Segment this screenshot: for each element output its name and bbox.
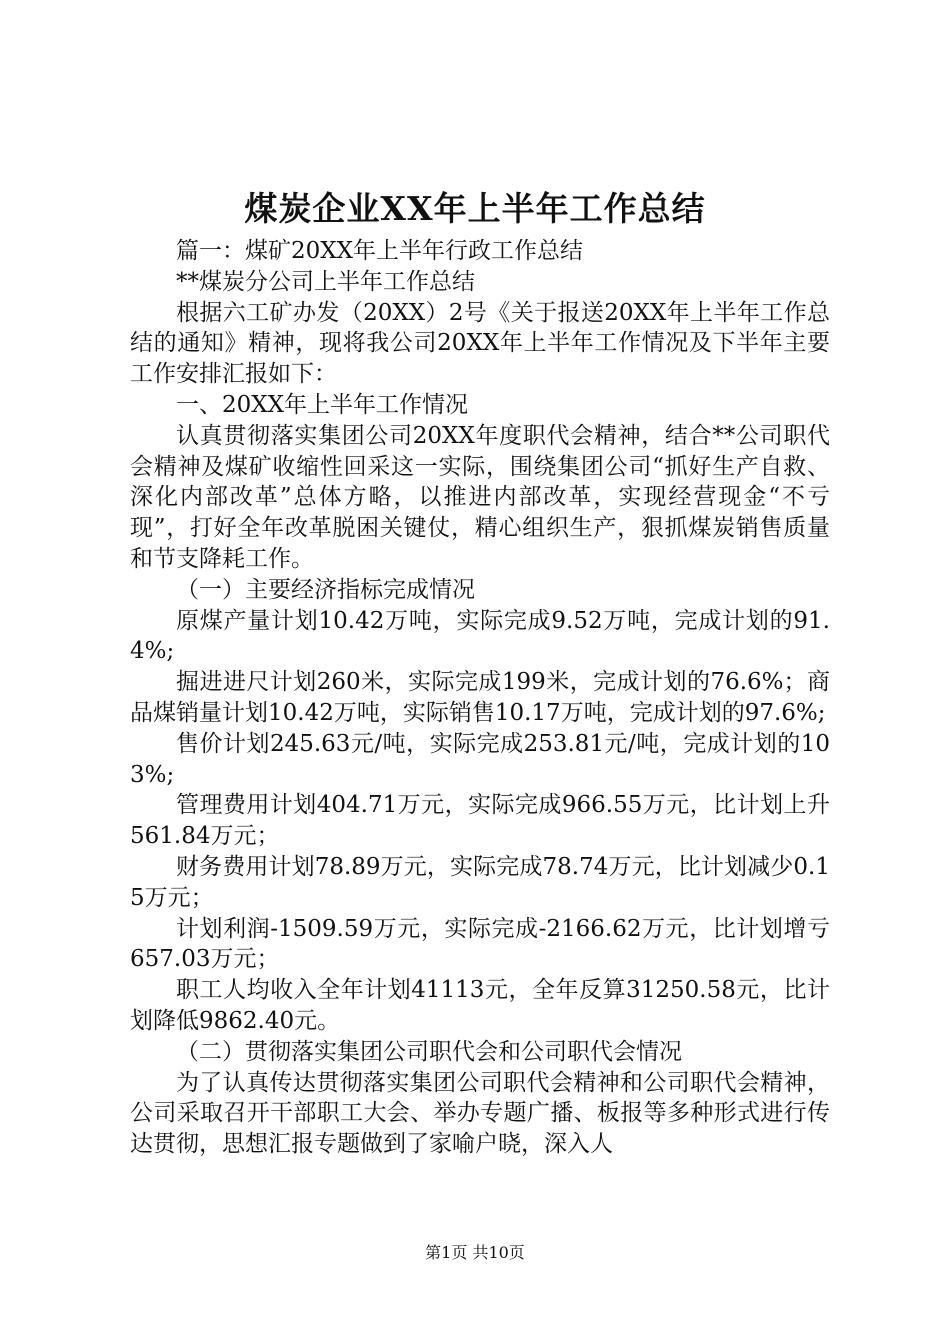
paragraph-overview: 认真贯彻落实集团公司20XX年度职代会精神，结合**公司职代会精神及煤矿收缩性回采这一实际，围绕集团公司“抓好生产自救、深化内部改革”总体方略，以推进内部改革，实现经营现金“不亏现”，打好全年改革脱困关键仗，精心组织生产，狠抓煤炭销售质量和节支降耗工作。 [130,422,830,572]
paragraph-subtitle: **煤炭分公司上半年工作总结 [176,268,475,295]
paragraph-heading-1-2: （二）贯彻落实集团公司职代会和公司职代会情况 [176,1038,682,1065]
paragraph-section-heading: 篇一：煤矿20XX年上半年行政工作总结 [176,238,584,264]
paragraph-heading-1: 一、20XX年上半年工作情况 [176,391,469,418]
paragraph-price: 售价计划245.63元/吨，实际完成253.81元/吨，完成计划的103%; [130,730,830,788]
paragraph-management-cost: 管理费用计划404.71万元，实际完成966.55万元，比计划上升561.84万元； [130,792,830,850]
paragraph-income: 职工人均收入全年计划41113元，全年反算31250.58元，比计划降低9862.40元。 [130,977,830,1034]
paragraph-intro: 根据六工矿办发（20XX）2号《关于报送20XX年上半年工作总结的通知》精神，现将我公司20XX年上半年工作情况及下半年主要工作安排汇报如下： [130,299,830,388]
paragraph-finance-cost: 财务费用计划78.89万元，实际完成78.74万元，比计划减少0.15万元； [130,853,830,911]
paragraph-implementation: 为了认真传达贯彻落实集团公司职代会精神和公司职代会精神，公司采取召开干部职工大会、举办专题广播、板报等多种形式进行传达贯彻，思想汇报专题做到了家喻户晓，深入人 [130,1069,830,1158]
paragraph-heading-1-1: （一）主要经济指标完成情况 [176,576,475,603]
paragraph-profit: 计划利润-1509.59万元，实际完成-2166.62万元，比计划增亏657.03万元； [130,915,830,973]
paragraph-coal-output: 原煤产量计划10.42万吨，实际完成9.52万吨，完成计划的91.4%; [130,607,830,665]
page-number: 第1页 共10页 [425,1243,525,1262]
document-title: 煤炭企业XX年上半年工作总结 [244,189,706,228]
paragraph-tunneling-sales: 掘进进尺计划260米，实际完成199米，完成计划的76.6%；商品煤销量计划10.42万吨，实际销售10.17万吨，完成计划的97.6%; [130,669,830,726]
document-body [130,236,830,1160]
